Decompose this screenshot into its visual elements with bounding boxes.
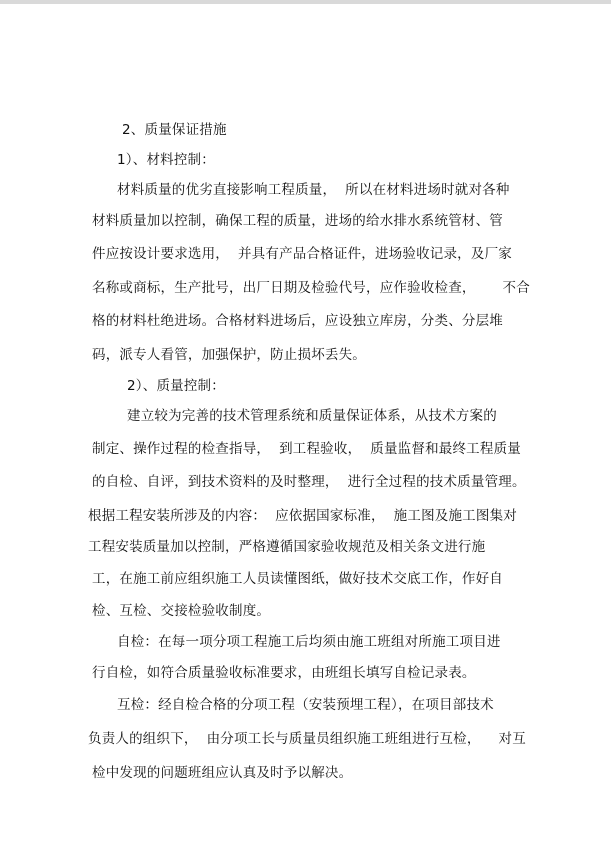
- sub-heading-materials: 1）、材料控制：: [117, 152, 215, 168]
- paragraph-line: 材料质量加以控制，确保工程的质量，进场的给水排水系统管材、管: [92, 213, 503, 229]
- sub-heading-quality: 2）、质量控制：: [127, 378, 225, 394]
- paragraph-line: 建立较为完善的技术管理系统和质量保证体系，从技术方案的: [127, 408, 497, 424]
- paragraph-line: 自检：在每一项分项工程施工后均须由施工班组对所施工项目进: [117, 634, 501, 650]
- paragraph-line: 码，派专人看管，加强保护，防止损坏丢失。: [92, 347, 366, 363]
- paragraph-line: 检、互检、交接检验收制度。: [92, 603, 271, 619]
- section-heading: 2、质量保证措施: [122, 122, 227, 138]
- paragraph-line: 制定、操作过程的检查指导， 到工程验收， 质量监督和最终工程质量: [92, 441, 521, 457]
- paragraph-line: 名称或商标，生产批号，出厂日期及检验代号，应作验收检查， 不合: [92, 280, 530, 296]
- paragraph-line: 的自检、自评，到技术资料的及时整理， 进行全过程的技术质量管理。: [92, 474, 526, 490]
- paragraph-line: 工，在施工前应组织施工人员读懂图纸，做好技术交底工作，作好自: [92, 571, 503, 587]
- paragraph-line: 互检：经自检合格的分项工程（安装预埋工程），在项目部技术: [117, 697, 494, 713]
- paragraph-line: 材料质量的优劣直接影响工程质量， 所以在材料进场时就对各种: [117, 182, 510, 198]
- paragraph-line: 检中发现的问题班组应认真及时予以解决。: [92, 765, 353, 781]
- paragraph-line: 格的材料杜绝进场。合格材料进场后，应设独立库房，分类、分层堆: [92, 313, 503, 329]
- paragraph-line: 负责人的组织下， 由分项工长与质量员组织施工班组进行互检， 对互: [88, 731, 526, 747]
- paragraph-line: 工程安装质量加以控制，严格遵循国家验收规范及相关条文进行施: [88, 539, 486, 555]
- paragraph-line: 根据工程安装所涉及的内容： 应依据国家标准， 施工图及施工图集对: [88, 508, 517, 524]
- paragraph-line: 件应按设计要求选用， 并具有产品合格证件，进场验收记录，及厂家: [92, 246, 512, 262]
- paragraph-line: 行自检，如符合质量验收标准要求，由班组长填写自检记录表。: [92, 665, 476, 681]
